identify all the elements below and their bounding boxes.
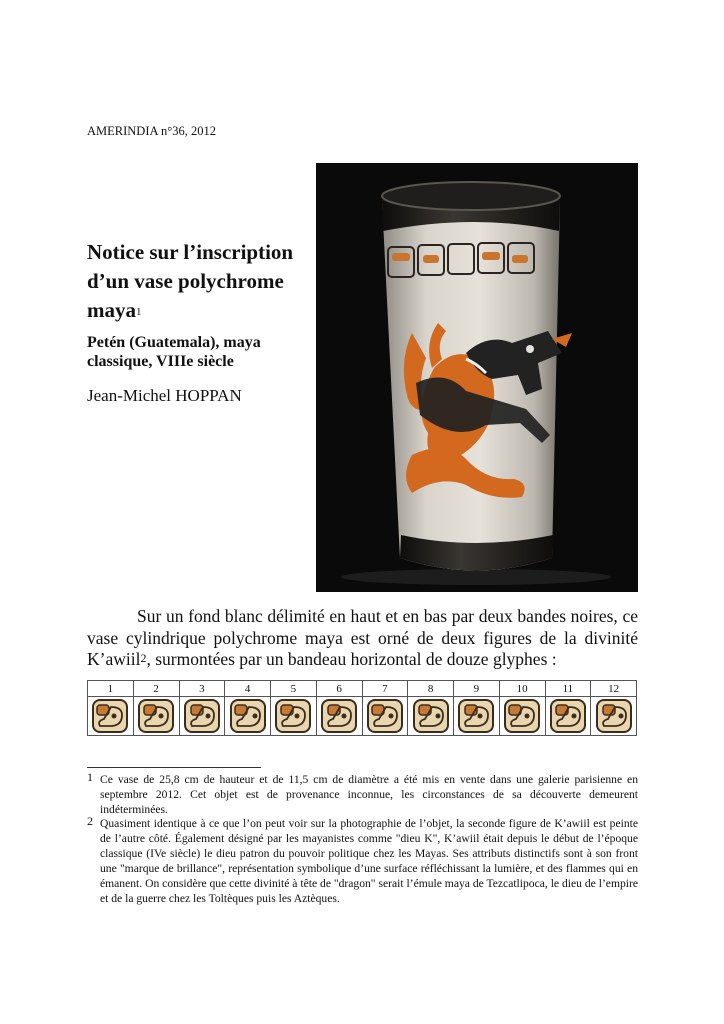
glyph-image-cell — [316, 697, 362, 736]
journal-header: AMERINDIA n°36, 2012 — [87, 124, 216, 138]
maya-glyph-2 — [138, 699, 174, 733]
glyph-number-cell: 7 — [362, 681, 408, 697]
glyph-image-cell — [362, 697, 408, 736]
glyph-image-cell — [133, 697, 179, 736]
body-note-ref[interactable]: 2 — [140, 651, 147, 665]
maya-glyph-12 — [596, 699, 632, 733]
body-text-1: Sur un fond blanc délimité en haut et en bas par deux bandes noires, ce vase cylindrique polychrome maya est orné de deux figures de la divinité K’awiil — [87, 606, 638, 669]
maya-glyph-10 — [504, 699, 540, 733]
article-subtitle: Petén (Guatemala), maya classique, VIIIe siècle — [87, 334, 261, 370]
vase-illustration — [316, 163, 638, 592]
glyph-number-cell: 10 — [499, 681, 545, 697]
glyph-number-cell: 12 — [591, 681, 637, 697]
glyph-image-cell — [88, 697, 134, 736]
title-note-ref[interactable]: 1 — [136, 306, 142, 318]
footnote-number: 1 — [87, 770, 93, 784]
footnote-2 — [87, 816, 638, 906]
glyph-image-cell — [271, 697, 317, 736]
maya-glyph-6 — [321, 699, 357, 733]
glyph-image-row — [88, 697, 637, 736]
footnote-text: Quasiment identique à ce que l’on peut voir sur la photographie de l’objet, la seconde figure de K’awiil est peinte de l’autre côté. Également désigné par les mayanistes comme "dieu K", K’awiil était depuis le début de l’époque classique (IVe siècle) le dieu patron du pouvoir politique chez les Mayas. Ses attributs distinctifs sont à son front une "marque de brillance", représentation symbolique d’une surface réfléchissant la lumière, et des flammes qui en émanent. On considère que cette divinité à tête de "dragon" serait l’émule maya de Tezcatlipoca, le dieu de l’empire et de la guerre chez les Toltèques puis les Aztèques. — [100, 817, 638, 905]
maya-glyph-11 — [550, 699, 586, 733]
glyph-image-cell — [545, 697, 591, 736]
maya-glyph-1 — [92, 699, 128, 733]
glyph-number-cell: 3 — [179, 681, 225, 697]
glyph-number-cell: 2 — [133, 681, 179, 697]
body-paragraph — [87, 606, 638, 671]
footnote-text: Ce vase de 25,8 cm de hauteur et de 11,5 cm de diamètre a été mis en vente dans une galerie parisienne en septembre 2012. Cet objet est de provenance inconnue, les circonstances de sa découverte demeurent indéterminées. — [100, 773, 638, 816]
article-title — [87, 238, 312, 325]
maya-glyph-7 — [367, 699, 403, 733]
glyph-number-row — [88, 681, 637, 697]
glyph-number-cell: 6 — [316, 681, 362, 697]
footnote-number: 2 — [87, 814, 93, 828]
glyph-number-cell: 11 — [545, 681, 591, 697]
footnote-1 — [87, 772, 638, 817]
glyph-image-cell — [179, 697, 225, 736]
author-name: Jean-Michel HOPPAN — [87, 386, 242, 405]
glyph-image-cell — [408, 697, 454, 736]
maya-glyph-4 — [230, 699, 266, 733]
glyph-number-cell: 4 — [225, 681, 271, 697]
glyph-image-cell — [225, 697, 271, 736]
body-text-2: , surmontées par un bandeau horizontal de douze glyphes : — [146, 649, 557, 669]
glyph-number-cell: 5 — [271, 681, 317, 697]
maya-glyph-5 — [275, 699, 311, 733]
glyph-number-cell: 9 — [454, 681, 500, 697]
glyph-number-cell: 8 — [408, 681, 454, 697]
maya-glyph-9 — [458, 699, 494, 733]
title-text: Notice sur l’inscription d’un vase polychrome maya — [87, 240, 294, 322]
glyph-image-cell — [591, 697, 637, 736]
footnote-separator — [87, 767, 261, 768]
maya-glyph-3 — [184, 699, 220, 733]
glyph-table — [87, 680, 637, 736]
vase-photograph — [316, 163, 638, 592]
glyph-image-cell — [499, 697, 545, 736]
glyph-image-cell — [454, 697, 500, 736]
glyph-number-cell: 1 — [88, 681, 134, 697]
maya-glyph-8 — [413, 699, 449, 733]
